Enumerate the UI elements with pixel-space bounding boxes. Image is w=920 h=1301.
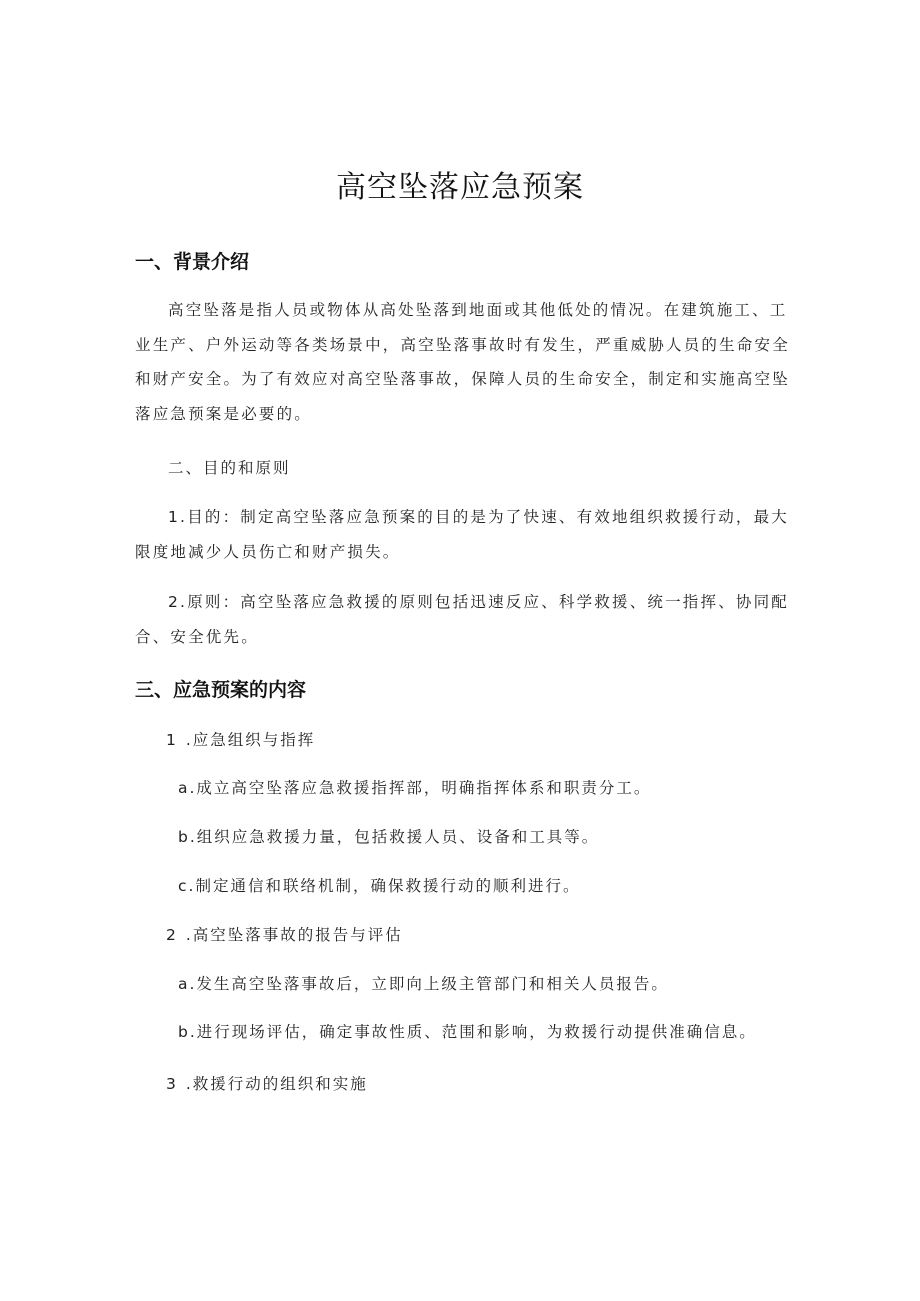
list-item-number: 2 xyxy=(166,926,176,944)
list-item-number: 1 xyxy=(166,731,176,749)
list-item-label: .高空坠落事故的报告与评估 xyxy=(185,926,403,944)
section-heading-plan-content: 三、应急预案的内容 xyxy=(135,679,307,701)
section-heading-background: 一、背景介绍 xyxy=(135,251,250,273)
list-sub-item: b.组织应急救援力量，包括救援人员、设备和工具等。 xyxy=(178,828,600,846)
list-sub-item: c.制定通信和联络机制，确保救援行动的顺利进行。 xyxy=(178,877,581,895)
list-item-heading xyxy=(166,1072,368,1096)
list-sub-item: b.进行现场评估，确定事故性质、范围和影响，为救援行动提供准确信息。 xyxy=(178,1023,757,1041)
list-item-heading xyxy=(166,923,403,947)
list-item-number: 3 xyxy=(166,1075,176,1093)
list-item-label: .应急组织与指挥 xyxy=(185,731,316,749)
principle-paragraph: 2.原则：高空坠落应急救援的原则包括迅速反应、科学救援、统一指挥、协同配合、安全优先。 xyxy=(135,593,789,646)
list-item-heading xyxy=(166,728,315,752)
list-sub-item: a.发生高空坠落事故后，立即向上级主管部门和相关人员报告。 xyxy=(178,975,669,993)
purpose-paragraph: 1.目的：制定高空坠落应急预案的目的是为了快速、有效地组织救援行动，最大限度地减少人员伤亡和财产损失。 xyxy=(135,508,789,561)
background-paragraph: 高空坠落是指人员或物体从高处坠落到地面或其他低处的情况。在建筑施工、工业生产、户外运动等各类场景中，高空坠落事故时有发生，严重威胁人员的生命安全和财产安全。为了有效应对高空坠落事故，保障人员的生命安全，制定和实施高空坠落应急预案是必要的。 xyxy=(135,301,790,423)
list-item-label: .救援行动的组织和实施 xyxy=(185,1075,368,1093)
document-title: 高空坠落应急预案 xyxy=(336,170,584,205)
list-sub-item: a.成立高空坠落应急救援指挥部，明确指挥体系和职责分工。 xyxy=(178,779,652,797)
section-heading-purpose-principles: 二、目的和原则 xyxy=(168,459,291,477)
